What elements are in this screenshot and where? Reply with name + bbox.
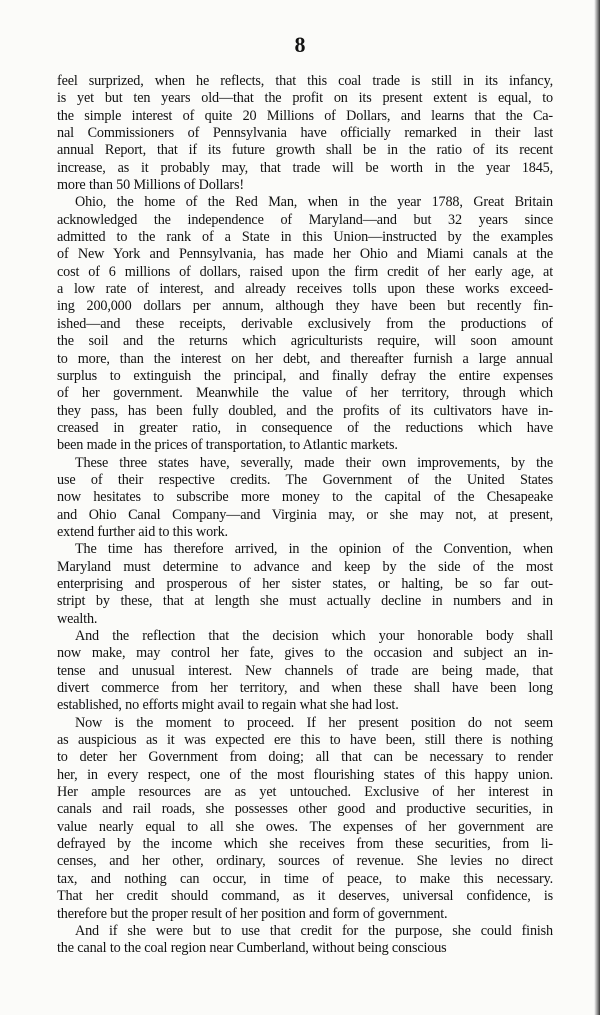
text-line: the canal to the coal region near Cumberland, without being conscious <box>57 940 447 957</box>
text-line: more than 50 Millions of Dollars! <box>57 177 244 194</box>
text-line: canals and rail roads, she possesses other good and productive securities, in <box>57 801 553 818</box>
text-line: value nearly equal to all she owes. The expenses of her government are <box>57 818 553 835</box>
text-line: And if she were but to use that credit for the purpose, she could finish <box>75 922 553 939</box>
text-line: Now is the moment to proceed. If her present position do not seem <box>75 714 553 731</box>
page-number: 8 <box>294 32 306 57</box>
text-line: now hesitates to subscribe more money to the capital of the Chesapeake <box>57 489 553 506</box>
text-line: ing 200,000 dollars per annum, although they have been but recently fin- <box>57 298 553 315</box>
paragraph <box>57 923 553 958</box>
text-line: tax, and nothing can occur, in time of peace, to make this necessary. <box>57 870 553 887</box>
paragraph <box>57 628 553 715</box>
text-line: That her credit should command, as it deserves, universal confidence, is <box>57 888 553 905</box>
text-line: of New York and Pennsylvania, has made her Ohio and Miami canals at the <box>57 246 553 263</box>
text-line: nal Commissioners of Pennsylvania have officially remarked in their last <box>57 125 553 142</box>
text-line: creased in greater ratio, in consequence of the reductions which have <box>57 419 553 436</box>
paragraph <box>57 541 553 628</box>
text-line: use of their respective credits. The Government of the United States <box>57 471 553 488</box>
text-line: admitted to the rank of a State in this Union—instructed by the examples <box>57 229 553 246</box>
text-line: therefore but the proper result of her position and form of government. <box>57 905 448 922</box>
text-line: The time has therefore arrived, in the opinion of the Convention, when <box>75 541 553 558</box>
text-line: Ohio, the home of the Red Man, when in the year 1788, Great Britain <box>75 194 553 211</box>
text-line: been made in the prices of transportation, to Atlantic markets. <box>57 437 398 454</box>
text-line: the soil and the returns which agriculturists require, will soon amount <box>57 333 553 350</box>
text-line: defrayed by the income which she receives from these securities, from li- <box>57 836 553 853</box>
text-line: extend further aid to this work. <box>57 523 228 540</box>
text-line: as auspicious as it was expected ere this to have been, still there is nothing <box>57 732 553 749</box>
text-line: a low rate of interest, and already receives tolls upon these works exceed- <box>57 281 553 298</box>
text-line: cost of 6 millions of dollars, raised upon the firm credit of her early age, at <box>57 263 553 280</box>
text-line: Her ample resources are as yet untouched. Exclusive of her interest in <box>57 784 553 801</box>
text-line: of her government. Meanwhile the value of her territory, through which <box>57 385 553 402</box>
text-line: stript by these, that at length she must actually decline in numbers and in <box>57 593 553 610</box>
text-line: tense and unusual interest. New channels of trade are being made, that <box>57 662 553 679</box>
text-line: they pass, has been fully doubled, and the profits of its cultivators have in- <box>57 402 553 419</box>
paragraph <box>57 715 553 923</box>
text-line: is yet but ten years old—that the profit on its present extent is equal, to <box>57 90 553 107</box>
paragraph <box>57 73 553 194</box>
text-line: And the reflection that the decision which your honorable body shall <box>75 628 553 644</box>
text-line: ished—and these receipts, derivable exclusively from the productions of <box>57 315 553 332</box>
text-line: increase, as it probably may, that trade will be worth in the year 1845, <box>57 159 553 176</box>
text-line: to more, than the interest on her debt, and thereafter furnish a large annual <box>57 350 553 367</box>
text-line: her, in every respect, one of the most flourishing states of this happy union. <box>57 766 553 783</box>
text-line: These three states have, severally, made their own improvements, by the <box>75 454 553 471</box>
text-line: Maryland must determine to advance and keep by the side of the most <box>57 558 553 575</box>
text-line: feel surprized, when he reflects, that this coal trade is still in its infancy, <box>57 73 553 89</box>
text-line: established, no efforts might avail to regain what she had lost. <box>57 697 399 714</box>
text-line: to deter her Government from doing; all that can be necessary to render <box>57 749 553 766</box>
paragraph <box>57 455 553 542</box>
text-line: acknowledged the independence of Maryland—and but 32 years since <box>57 211 553 228</box>
body-text <box>57 73 553 958</box>
text-line: annual Report, that if its future growth shall be in the ratio of its recent <box>57 142 553 159</box>
text-line: divert commerce from her territory, and when these shall have been long <box>57 680 553 697</box>
text-line: enterprising and prosperous of her sister states, or halting, be so far out- <box>57 575 553 592</box>
text-line: now make, may control her fate, gives to the occasion and subject an in- <box>57 645 553 662</box>
scan-edge-shadow <box>594 0 600 1015</box>
text-line: the simple interest of quite 20 Millions of Dollars, and learns that the Ca- <box>57 107 553 124</box>
text-line: wealth. <box>57 610 98 627</box>
text-line: and Ohio Canal Company—and Virginia may, or she may not, at present, <box>57 506 553 523</box>
paragraph <box>57 194 553 454</box>
text-line: surplus to extinguish the principal, and finally defray the entire expenses <box>57 367 553 384</box>
text-line: censes, and her other, ordinary, sources of revenue. She levies no direct <box>57 853 553 870</box>
